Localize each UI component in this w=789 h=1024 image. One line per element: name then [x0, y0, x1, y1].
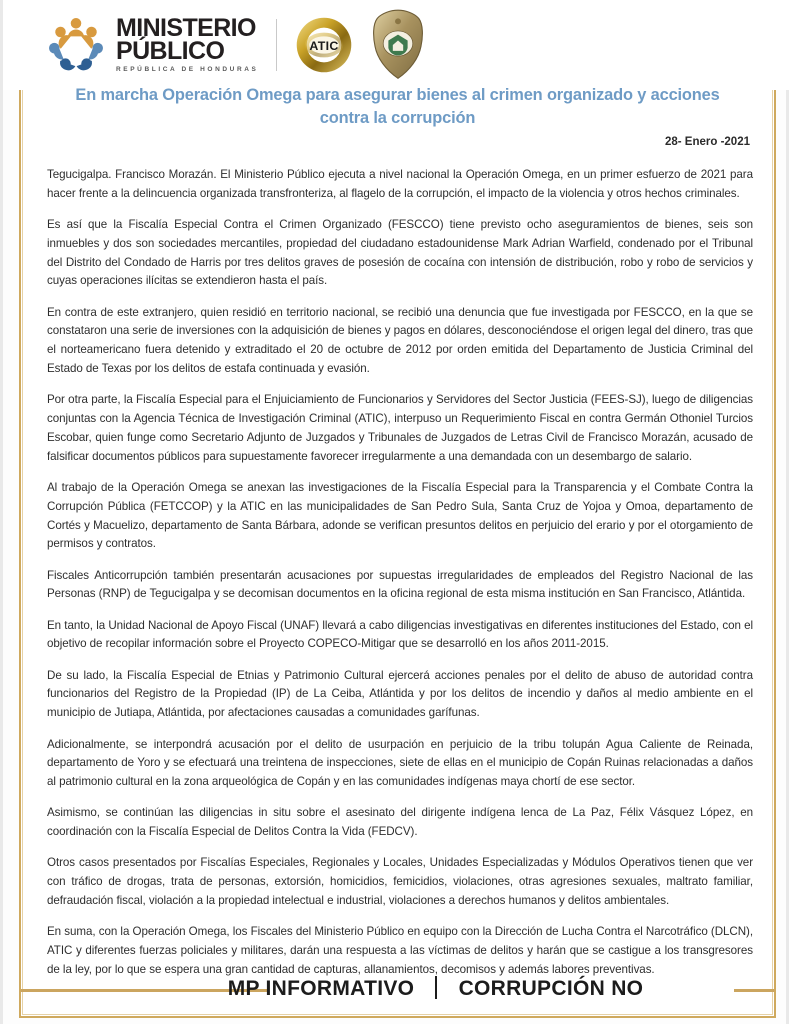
- people-circle-icon: [45, 14, 107, 76]
- svg-text:ATIC: ATIC: [309, 38, 340, 53]
- ministerio-publico-wordmark: [116, 16, 258, 74]
- paragraph: Adicionalmente, se interpondrá acusación por el delito de usurpación en perjuicio de la tribu tolupán Agua Caliente de Reinada, departamento de Yoro y se efectuará una treintena de inspecciones, siete de ellas en el municipio de Copán Ruinas relacionadas a daños al patrimonio cultural en la zona arqueológica de Copán y en las comunidades indígenas maya chortí de ese sector.: [47, 737, 753, 789]
- logo-line-ministerio: MINISTERIO: [116, 14, 256, 43]
- paragraph: Tegucigalpa. Francisco Morazán. El Ministerio Público ejecuta a nivel nacional la Operación Omega, en un primer esfuerzo de 2021 para hacer frente a la delincuencia organizada transfronteriza, al flagelo de la corrupción, el impacto de la violencia y otros hechos criminales.: [47, 168, 753, 200]
- footer-slogan: [3, 968, 789, 1010]
- paragraph: En contra de este extranjero, quien residió en territorio nacional, se recibió una denuncia que fue investigada por FESCCO, en la que se constataron una serie de inversiones con la adquisición de bienes y pagos en dólares, desconociéndose el origen legal del dinero, tras que el norteamericano fuera detenido y extraditado el 20 de octubre de 2012 por orden emitida del Departamento de Justicia Criminal del Estado de Texas por los delitos de estafa continuada y evasión.: [47, 305, 753, 376]
- header-divider: [276, 19, 277, 71]
- atic-badge-icon: [293, 14, 355, 76]
- document-header: [3, 0, 789, 90]
- article-body: [47, 166, 753, 992]
- page-title: En marcha Operación Omega para asegurar bienes al crimen organizado y acciones contra la corrupción: [75, 86, 720, 127]
- paragraph: Otros casos presentados por Fiscalías Especiales, Regionales y Locales, Unidades Especializadas y Módulos Operativos tienen que ver con tráfico de drogas, trata de personas, extorsión, homicidios, femicidios, violaciones, otras agresiones sexuales, maltrato familiar, defraudación fiscal, violación a la propiedad intelectual e industrial, violaciones a derechos humanos y delitos ambientales.: [47, 856, 753, 907]
- paragraph: En suma, con la Operación Omega, los Fiscales del Ministerio Público en equipo con la Dirección de Lucha Contra el Narcotráfico (DLCN), ATIC y diferentes fuerzas policiales y militares, darán una respuesta a las víctimas de delitos y harán que se castigue a los transgresores de la ley, por lo que se espera una gran cantidad de capturas, allanamientos, decomisos y además labores preventivas.: [47, 925, 753, 976]
- paragraph: Asimismo, se continúan las diligencias in situ sobre el asesinato del dirigente indígena lenca de La Paz, Félix Vásquez López, en coordinación con la Fiscalía Especial de Delitos Contra la Vida (FEDCV).: [47, 806, 753, 839]
- police-shield-badge-icon: [368, 8, 428, 82]
- paragraph: Al trabajo de la Operación Omega se anexan las investigaciones de la Fiscalía Especial para la Transparencia y el Combate Contra la Corrupción Pública (FETCCOP) y la ATIC en las municipalidades de San Pedro Sula, Santa Cruz de Yojoa y Omoa, departamento de Cortés y Macuelizo, departamento de Santa Bárbara, adonde se verifican presuntos delitos en perjuicio del erario y por el otorgamiento de permisos y contratos.: [47, 480, 753, 551]
- paragraph: Por otra parte, la Fiscalía Especial para el Enjuiciamiento de Funcionarios y Servidores del Sector Justicia (FEES-SJ), luego de diligencias conjuntas con la Agencia Técnica de Investigación Criminal (ATIC), interpuso un Requerimiento Fiscal en contra Germán Othoniel Turcios Escobar, quien funge como Secretario Adjunto de Juzgados y Tribunales de Juzgados de Letras Civil de Francisco Morazán, acusado de falsificar documentos públicos para supuestamente favorecer irregularmente a una demandada con un desembargo de salario.: [47, 393, 753, 463]
- document-footer: [3, 968, 789, 1010]
- paragraph: Fiscales Anticorrupción también presentarán acusaciones por supuestas irregularidades de empleados del Registro Nacional de las Personas (RNP) de Tegucigalpa y se decomisan documentos en la oficina regional de esta misma institución en San Francisco, Atlántida.: [47, 568, 753, 601]
- footer-label-corrupcion-no: CORRUPCIÓN NO: [458, 977, 644, 1000]
- logo-line-publico: PÚBLICO: [116, 37, 225, 66]
- publication-date: 28- Enero -2021: [664, 136, 750, 148]
- ministerio-publico-logo: [45, 14, 258, 76]
- footer-separator: [435, 976, 437, 999]
- logo-line-republica: REPÚBLICA DE HONDURAS: [116, 66, 259, 74]
- paragraph: De su lado, la Fiscalía Especial de Etnias y Patrimonio Cultural ejercerá acciones penales por el delito de abuso de autoridad contra funcionarios del Registro de la Propiedad (IP) de La Ceiba, Atlántida y por los delitos de incendio y daños al medio ambiente en el municipio de Jutiapa, Atlántida, por afectaciones causadas a comunidades garífunas.: [47, 668, 753, 720]
- paragraph: Es así que la Fiscalía Especial Contra el Crimen Organizado (FESCCO) tiene previsto ocho aseguramientos de bienes, seis son inmuebles y dos son sociedades mercantiles, propiedad del ciudadano estadounidense Mark Adrian Warfield, condenado por el Tribunal del Distrito del Condado de Harris por tres delitos graves de posesión de cocaína con intensión de distribución, robo y robo de servicios y cuyas operaciones ilícitas se extendieron hasta el país.: [47, 218, 753, 288]
- footer-label-mp-informativo: MP INFORMATIVO: [227, 977, 415, 1000]
- paragraph: En tanto, la Unidad Nacional de Apoyo Fiscal (UNAF) llevará a cabo diligencias investigativas en diferentes instituciones del Estado, con el objetivo de recopilar información sobre el Proyecto COPECO-Mitigar que se desarrolló en los años 2011-2015.: [47, 618, 753, 651]
